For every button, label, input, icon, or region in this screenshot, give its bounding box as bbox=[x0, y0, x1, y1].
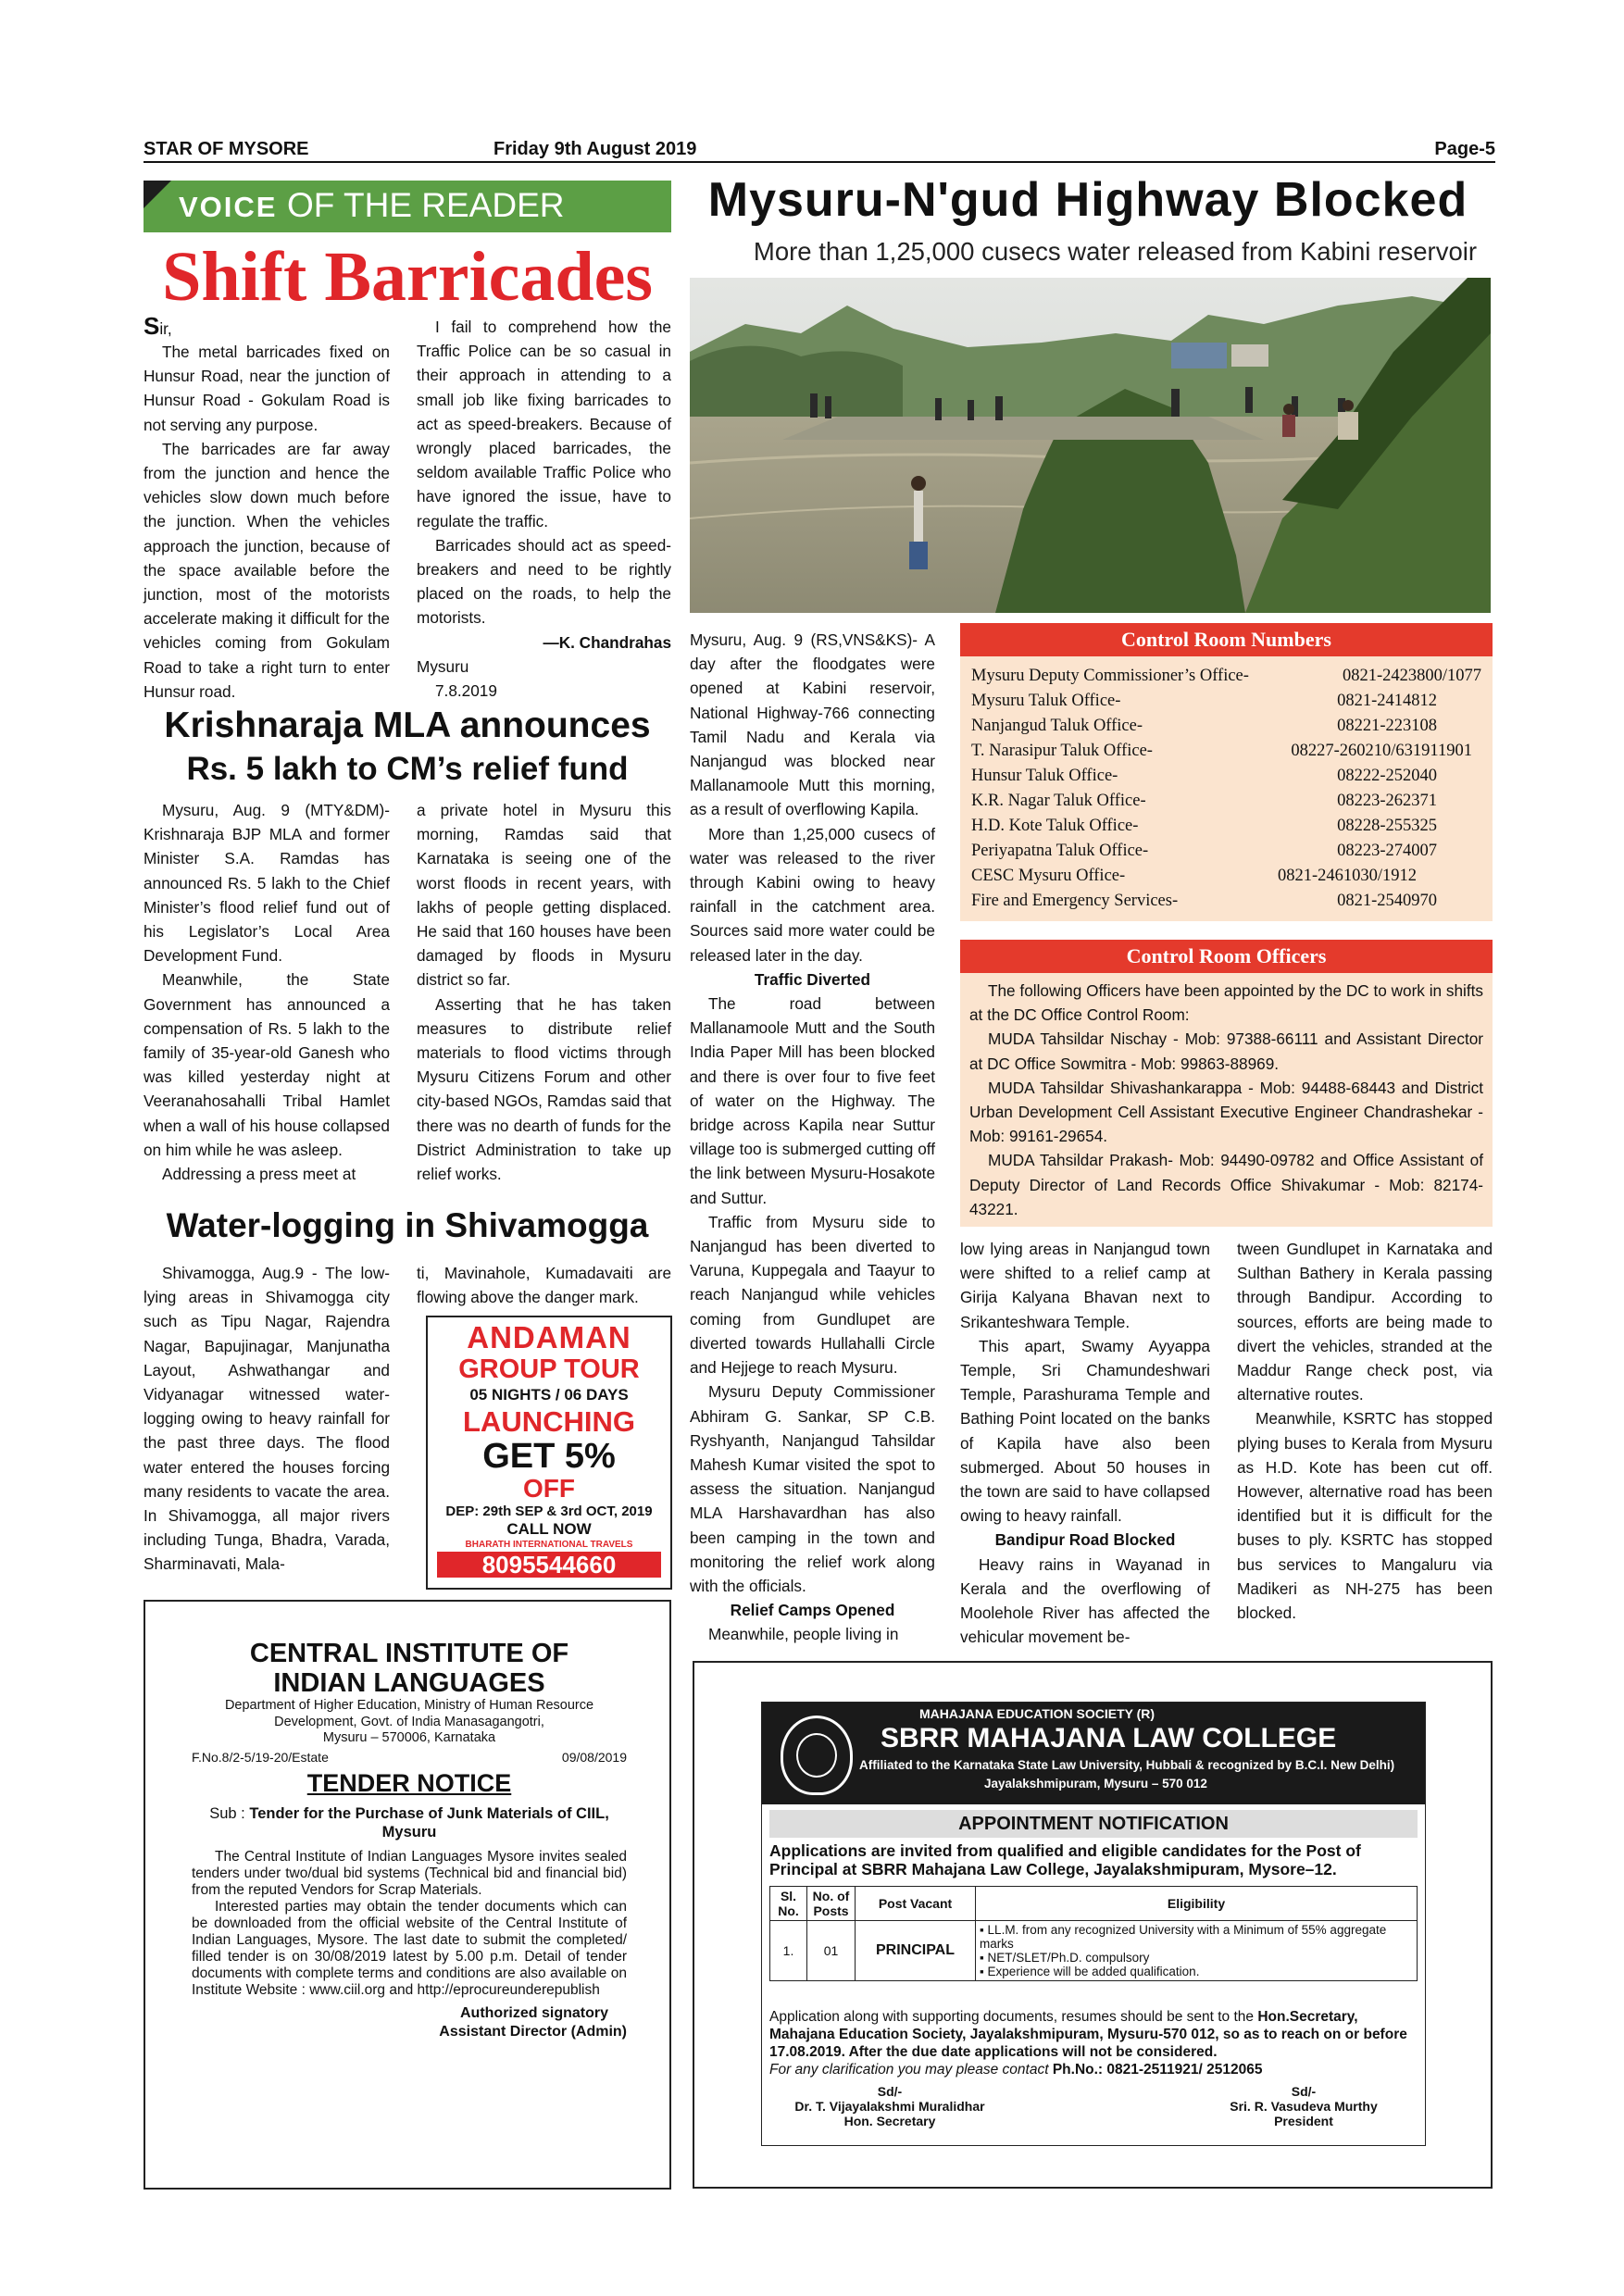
andaman-tour-ad[interactable] bbox=[426, 1316, 672, 1590]
control-room-row bbox=[971, 814, 1481, 839]
college-emblem-icon bbox=[781, 1716, 853, 1795]
ciil-sign-2: Assistant Director (Admin) bbox=[439, 2023, 627, 2040]
table-header-row bbox=[770, 1887, 1418, 1921]
control-room-row bbox=[971, 714, 1481, 739]
drop-cap: S bbox=[144, 312, 160, 340]
voice-label: VOICE bbox=[179, 191, 278, 223]
main-subhead: More than 1,25,000 cusecs water released from Kabini reservoir bbox=[753, 237, 1477, 266]
control-room-numbers-title: Control Room Numbers bbox=[960, 623, 1493, 656]
office-name: Nanjangud Taluk Office- bbox=[971, 717, 1143, 735]
letter-para: Barricades should act as speed-breakers and need to be rightly placed on the roads, to help the motorists. bbox=[417, 535, 671, 628]
page-number: Page-5 bbox=[1434, 139, 1495, 159]
ciil-dept: Department of Higher Education, Ministry of Human Resource bbox=[224, 1698, 594, 1713]
article-para: Heavy rains in Wayanad in Kerala and the overflowing of Moolehole River has affected the vehicular movement be- bbox=[960, 1554, 1210, 1647]
control-room-officers-box bbox=[960, 940, 1493, 1227]
col-eligibility: Eligibility bbox=[976, 1887, 1418, 1921]
office-phone: 08222-252040 bbox=[1337, 767, 1437, 785]
law-foot-1: Application along with supporting documents, resumes should be sent to the bbox=[769, 2009, 1255, 2025]
voice-of-reader-banner bbox=[144, 181, 671, 232]
letter-para: The metal barricades fixed on Hunsur Road, near the junction of Hunsur Road - Gokulam Road is not serving any purpose. bbox=[144, 343, 390, 434]
law-address: Jayalakshmipuram, Mysuru – 570 012 bbox=[984, 1777, 1207, 1791]
control-room-row bbox=[971, 664, 1481, 689]
article-subhead: Traffic Diverted bbox=[754, 969, 871, 989]
reader-label: OF THE READER bbox=[287, 186, 565, 224]
article-para: Shivamogga, Aug.9 - The low-lying areas in Shivamogga city such as Tipu Nagar, Rajendra Nagar, Bapujinagar, Manjunatha Layout, Ashwathangar and Vidyanagar witnessed water-logging owing to heavy rainfall for the past three days. The flood water entered the houses forcing many residents to vacate the area. In Shivamogga, all major rivers including Tunga, Bhadra, Varada, Sharminavati, Mala- bbox=[144, 1264, 390, 1574]
article-para: tween Gundlupet in Karnataka and Sulthan Bathery in Kerala passing through Bandipur. According to sources, efforts are being made to divert the vehicles, stranded at the Maddur Range check post, via alternative routes. bbox=[1237, 1240, 1493, 1404]
article-para: Meanwhile, KSRTC has stopped plying buses to Kerala from Mysuru as H.D. Kote has been cut off. However, alternative road has been identified but it is difficult for the buses to ply. KSRTC has stopped bus services to Mangaluru via Madikeri as NH-275 has been blocked. bbox=[1237, 1409, 1493, 1623]
law-foot-3-label: For any clarification you may please contact bbox=[769, 2062, 1049, 2078]
col-posts: No. of Posts bbox=[807, 1887, 856, 1921]
article-para: Meanwhile, the State Government has announced a compensation of Rs. 5 lakh to the family of 35-year-old Ganesh who was killed yesterday night at Veeranahosahalli Tribal Hamlet when a wall of his house collapsed on him while he was asleep. bbox=[144, 970, 390, 1159]
article-para: low lying areas in Nanjangud town were shifted to a relief camp at Girija Kalyana Bhavan next to Srikanteshwara Temple. bbox=[960, 1240, 1210, 1331]
ad-line: ANDAMAN bbox=[467, 1320, 631, 1354]
office-phone: 08223-262371 bbox=[1337, 792, 1437, 810]
main-col-1 bbox=[690, 628, 935, 1647]
control-room-row bbox=[971, 764, 1481, 789]
article-para: Mysuru Deputy Commissioner Abhiram G. Sankar, SP C.B. Ryshyanth, Nanjangud Tahsildar Mahesh Kumar visited the spot to assess the situation. Nanjangud MLA Harshavardhan has also been camping in the town and monitoring the relief work along with the officials. bbox=[690, 1382, 935, 1595]
office-name: Fire and Emergency Services- bbox=[971, 892, 1179, 910]
article-para: ti, Mavinahole, Kumadavaiti are flowing above the danger mark. bbox=[417, 1264, 671, 1307]
officers-para: The following Officers have been appointed by the DC to work in shifts at the DC Office Control Room: bbox=[969, 981, 1483, 1025]
main-headline: Mysuru-N'gud Highway Blocked bbox=[707, 173, 1468, 227]
sig-title: President bbox=[1274, 2114, 1333, 2128]
letter-para: I fail to comprehend how the Traffic Police can be so casual in their approach in attending to a small job like fixing barricades to act as speed-breakers. Because of wrongly placed barricades, the seldom available Traffic Police who have ignored the issue, have to regulate the traffic. bbox=[417, 318, 671, 530]
office-phone: 08228-255325 bbox=[1337, 817, 1437, 835]
office-name: Periyapatna Taluk Office- bbox=[971, 842, 1149, 860]
mla-headline-2: Rs. 5 lakh to CM’s relief fund bbox=[186, 751, 629, 787]
office-phone: 0821-2461030/1912 bbox=[1277, 867, 1417, 885]
control-room-row bbox=[971, 839, 1481, 864]
appointment-intro: Applications are invited from qualified and eligible candidates for the Post of Principal at SBRR Mahajana Law College, Jayalakshmipuram, Mysore–12. bbox=[769, 1841, 1361, 1878]
office-name: Hunsur Taluk Office- bbox=[971, 767, 1118, 785]
ciil-title: INDIAN LANGUAGES bbox=[273, 1668, 545, 1698]
eligibility-item: ▪ NET/SLET/Ph.D. compulsory bbox=[980, 1951, 1150, 1965]
ciil-subject bbox=[192, 1804, 627, 1841]
ad-phone[interactable]: 8095544660 bbox=[437, 1552, 661, 1578]
article-para: Meanwhile, people living in bbox=[708, 1625, 899, 1644]
ciil-title: CENTRAL INSTITUTE OF bbox=[249, 1639, 569, 1668]
letter-place: Mysuru bbox=[417, 656, 469, 676]
article-para: The road between Mallanamoole Mutt and the South India Paper Mill has been blocked and there is over four to five feet of water on the Highway. The bridge across Kapila near Suttur village too is submerged cutting off the link between Mysuru-Hosakote and Suttur. bbox=[690, 994, 935, 1207]
law-signatory-left bbox=[769, 2084, 1010, 2128]
control-room-numbers-box bbox=[960, 623, 1493, 921]
banner-corner bbox=[144, 181, 171, 208]
ciil-subject-label: Sub : bbox=[209, 1804, 245, 1822]
ad-line: GET 5% bbox=[482, 1437, 616, 1476]
letter-col-left bbox=[144, 312, 390, 704]
office-phone: 0821-2414812 bbox=[1337, 692, 1437, 710]
flood-photo bbox=[690, 278, 1491, 613]
ciil-ref-row bbox=[192, 1747, 627, 1766]
ciil-notice-title: TENDER NOTICE bbox=[306, 1768, 512, 1797]
cell-sl: 1. bbox=[770, 1921, 807, 1981]
shivamogga-col-right bbox=[417, 1261, 671, 1309]
ciil-sign-1: Authorized signatory bbox=[459, 2004, 608, 2021]
table-row bbox=[770, 1921, 1418, 1981]
main-col-3 bbox=[1237, 1237, 1493, 1625]
law-signatory-right bbox=[1188, 2084, 1419, 2128]
ciil-body bbox=[192, 1849, 627, 1999]
law-affiliation: Affiliated to the Karnataka State Law University, Hubbali & recognized by B.C.I. New Delhi) bbox=[859, 1758, 1395, 1772]
publication-name: STAR OF MYSORE bbox=[144, 139, 309, 159]
ciil-date: 09/08/2019 bbox=[561, 1749, 627, 1765]
letter-title: Shift Barricades bbox=[162, 238, 653, 316]
article-para: This apart, Swamy Ayyappa Temple, Sri Chamundeshwari Temple, Parashurama Temple and Bathing Point located on the banks of Kapila have also been submerged. About 50 houses in the town are said to have collapsed owing to heavy rainfall. bbox=[960, 1336, 1210, 1526]
control-room-row bbox=[971, 889, 1481, 914]
article-para: Addressing a press meet at bbox=[162, 1165, 356, 1184]
running-head bbox=[144, 139, 1495, 163]
officers-list bbox=[960, 973, 1493, 1227]
mla-col-left bbox=[144, 798, 390, 1186]
shivamogga-col-left bbox=[144, 1261, 390, 1577]
col-sl: Sl. No. bbox=[770, 1887, 807, 1921]
ciil-dept: Mysuru – 570006, Karnataka bbox=[322, 1730, 496, 1745]
cell-posts: 01 bbox=[807, 1921, 856, 1981]
letter-para: The barricades are far away from the junction and hence the vehicles slow down much before the junction. When the vehicles approach the junction, because of the space available before the junction, most of the motorists accelerate making it difficult for the vehicles coming from Gokulam Road to take a right turn to enter Hunsur road. bbox=[144, 439, 390, 701]
office-name: CESC Mysuru Office- bbox=[971, 867, 1126, 885]
ciil-dept: Development, Govt. of India Manasagangotri, bbox=[274, 1714, 544, 1729]
control-room-list bbox=[960, 656, 1493, 921]
sig-sd: Sd/- bbox=[1291, 2084, 1317, 2099]
ad-line: LAUNCHING bbox=[463, 1405, 635, 1438]
letter-signature: —K. Chandrahas bbox=[543, 632, 671, 652]
letter-date: 7.8.2019 bbox=[435, 681, 497, 701]
eligibility-item: ▪ Experience will be added qualification. bbox=[980, 1965, 1200, 1978]
law-footer bbox=[769, 2008, 1418, 2078]
ad-line: CALL NOW bbox=[506, 1520, 592, 1538]
article-para: More than 1,25,000 cusecs of water was released to the river through Kabini owing to heavy rainfall in the catchment area. Sources said more water could be released later in the day. bbox=[690, 824, 935, 965]
article-subhead: Relief Camps Opened bbox=[730, 1601, 895, 1620]
mla-headline-1: Krishnaraja MLA announces bbox=[164, 705, 651, 745]
law-society: MAHAJANA EDUCATION SOCIETY (R) bbox=[919, 1706, 1156, 1721]
ad-line: GROUP TOUR bbox=[458, 1354, 640, 1384]
control-room-row bbox=[971, 864, 1481, 889]
article-para: Mysuru, Aug. 9 (MTY&DM)- Krishnaraja BJP MLA and former Minister S.A. Ramdas has announced Rs. 5 lakh to the Chief Minister’s flood relief fund out of his Legislator’s Local Area Development Fund. bbox=[144, 801, 390, 966]
ad-line: DEP: 29th SEP & 3rd OCT, 2019 bbox=[445, 1504, 653, 1519]
article-para: a private hotel in Mysuru this morning, Ramdas said that Karnataka is seeing one of the worst floods in recent years, with lakhs of people getting displaced. He said that 160 houses have been damaged by floods in Mysuru district so far. bbox=[417, 801, 671, 990]
office-phone: 08227-260210/631911901 bbox=[1291, 742, 1472, 760]
article-para: Asserting that he has taken measures to distribute relief materials to flood victims through Mysuru Citizens Forum and other city-based NGOs, Ramdas said that there was no dearth of funds for the District Administration to take up relief works. bbox=[417, 994, 671, 1184]
office-name: K.R. Nagar Taluk Office- bbox=[971, 792, 1146, 810]
issue-date: Friday 9th August 2019 bbox=[493, 139, 697, 159]
article-subhead: Bandipur Road Blocked bbox=[994, 1530, 1176, 1550]
article-para: Traffic from Mysuru side to Nanjangud has been diverted to Varuna, Kuppegala and Taayur to reach Nanjangud while vehicles coming from Gundlupet are diverted towards Hullahalli Circle and Hejjege to reach Mysuru. bbox=[690, 1212, 935, 1378]
salutation: ir, bbox=[159, 319, 172, 338]
ciil-file-no: F.No.8/2-5/19-20/Estate bbox=[192, 1749, 329, 1765]
cell-eligibility bbox=[976, 1921, 1418, 1981]
law-college-name: SBRR MAHAJANA LAW COLLEGE bbox=[881, 1723, 1337, 1753]
control-room-row bbox=[971, 739, 1481, 764]
sig-name: Sri. R. Vasudeva Murthy bbox=[1230, 2099, 1378, 2114]
appointment-title: APPOINTMENT NOTIFICATION bbox=[769, 1810, 1418, 1838]
office-name: Mysuru Deputy Commissioner’s Office- bbox=[971, 667, 1249, 685]
control-room-row bbox=[971, 789, 1481, 814]
ad-line: 05 NIGHTS / 06 DAYS bbox=[469, 1386, 629, 1404]
mla-col-right bbox=[417, 798, 671, 1186]
sig-sd: Sd/- bbox=[877, 2084, 903, 2099]
office-phone: 0821-2423800/1077 bbox=[1342, 667, 1481, 685]
office-phone: 08223-274007 bbox=[1337, 842, 1437, 860]
cell-post: PRINCIPAL bbox=[856, 1921, 976, 1981]
office-phone: 08221-223108 bbox=[1337, 717, 1437, 735]
sig-title: Hon. Secretary bbox=[843, 2114, 936, 2128]
eligibility-item: ▪ LL.M. from any recognized University with a Minimum of 55% aggregate marks bbox=[980, 1923, 1387, 1951]
sig-name: Dr. T. Vijayalakshmi Muralidhar bbox=[794, 2099, 985, 2114]
col-post: Post Vacant bbox=[856, 1887, 976, 1921]
officers-para: MUDA Tahsildar Nischay - Mob: 97388-66111 and Assistant Director at DC Office Sowmitra - Mob: 99863-88969. bbox=[969, 1029, 1483, 1073]
officers-para: MUDA Tahsildar Prakash- Mob: 94490-09782 and Office Assistant of Deputy Director of Land Records Office Shivakumar - Mob: 82174-43221. bbox=[969, 1151, 1483, 1218]
officers-para: MUDA Tahsildar Shivashankarappa - Mob: 94488-68443 and District Urban Development Cell Assistant Executive Engineer Chandrashekar - Mob: 99161-29654. bbox=[969, 1078, 1483, 1146]
ciil-para: Interested parties may obtain the tender documents which can be downloaded from the official website of the Central Institute of Indian Languages, Mysore. The last date to submit the completed/ filled tender is on 30/08/2019 latest by 5.00 p.m. Detail of tender documents with complete terms and conditions are also available on Institute Website : www.ciil.org and http://eprocureunderepublish bbox=[192, 1898, 627, 1998]
vacancy-table bbox=[769, 1886, 1418, 1981]
law-contact-phone: Ph.No.: 0821-2511921/ 2512065 bbox=[1052, 2062, 1263, 2078]
main-col-2 bbox=[960, 1237, 1210, 1649]
office-name: H.D. Kote Taluk Office- bbox=[971, 817, 1139, 835]
ad-line: OFF bbox=[523, 1474, 575, 1503]
office-name: T. Narasipur Taluk Office- bbox=[971, 742, 1153, 760]
letter-col-right bbox=[417, 315, 671, 703]
law-foot-2: Hon.Secretary, Mahajana Education Society, Jayalakshmipuram, Mysuru-570 012, so as to reach on or before 17.08.2019. After the due date applications will not be considered. bbox=[769, 2009, 1407, 2060]
control-room-officers-title: Control Room Officers bbox=[960, 940, 1493, 973]
article-para: Mysuru, Aug. 9 (RS,VNS&KS)- A day after the floodgates were opened at Kabini reservoir, National Highway-766 connecting Tamil Nadu and Kerala via Nanjangud was blocked near Mallanamoole Mutt this morning, as a result of overflowing Kapila. bbox=[690, 630, 935, 819]
ciil-subject-text: Tender for the Purchase of Junk Materials of CIIL, Mysuru bbox=[249, 1804, 609, 1841]
law-college-ad bbox=[693, 1661, 1493, 2189]
office-name: Mysuru Taluk Office- bbox=[971, 692, 1121, 710]
office-phone: 0821-2540970 bbox=[1337, 892, 1437, 910]
ciil-tender-ad bbox=[144, 1600, 671, 2190]
shivamogga-headline: Water-logging in Shivamogga bbox=[166, 1206, 649, 1244]
control-room-row bbox=[971, 689, 1481, 714]
ciil-para: The Central Institute of Indian Languages Mysore invites sealed tenders under two/dual bid systems (Technical bid and financial bid) from the reputed Vendors for Scrap Materials. bbox=[192, 1848, 627, 1898]
law-banner bbox=[762, 1703, 1425, 1804]
ad-line: BHARATH INTERNATIONAL TRAVELS bbox=[465, 1540, 633, 1550]
